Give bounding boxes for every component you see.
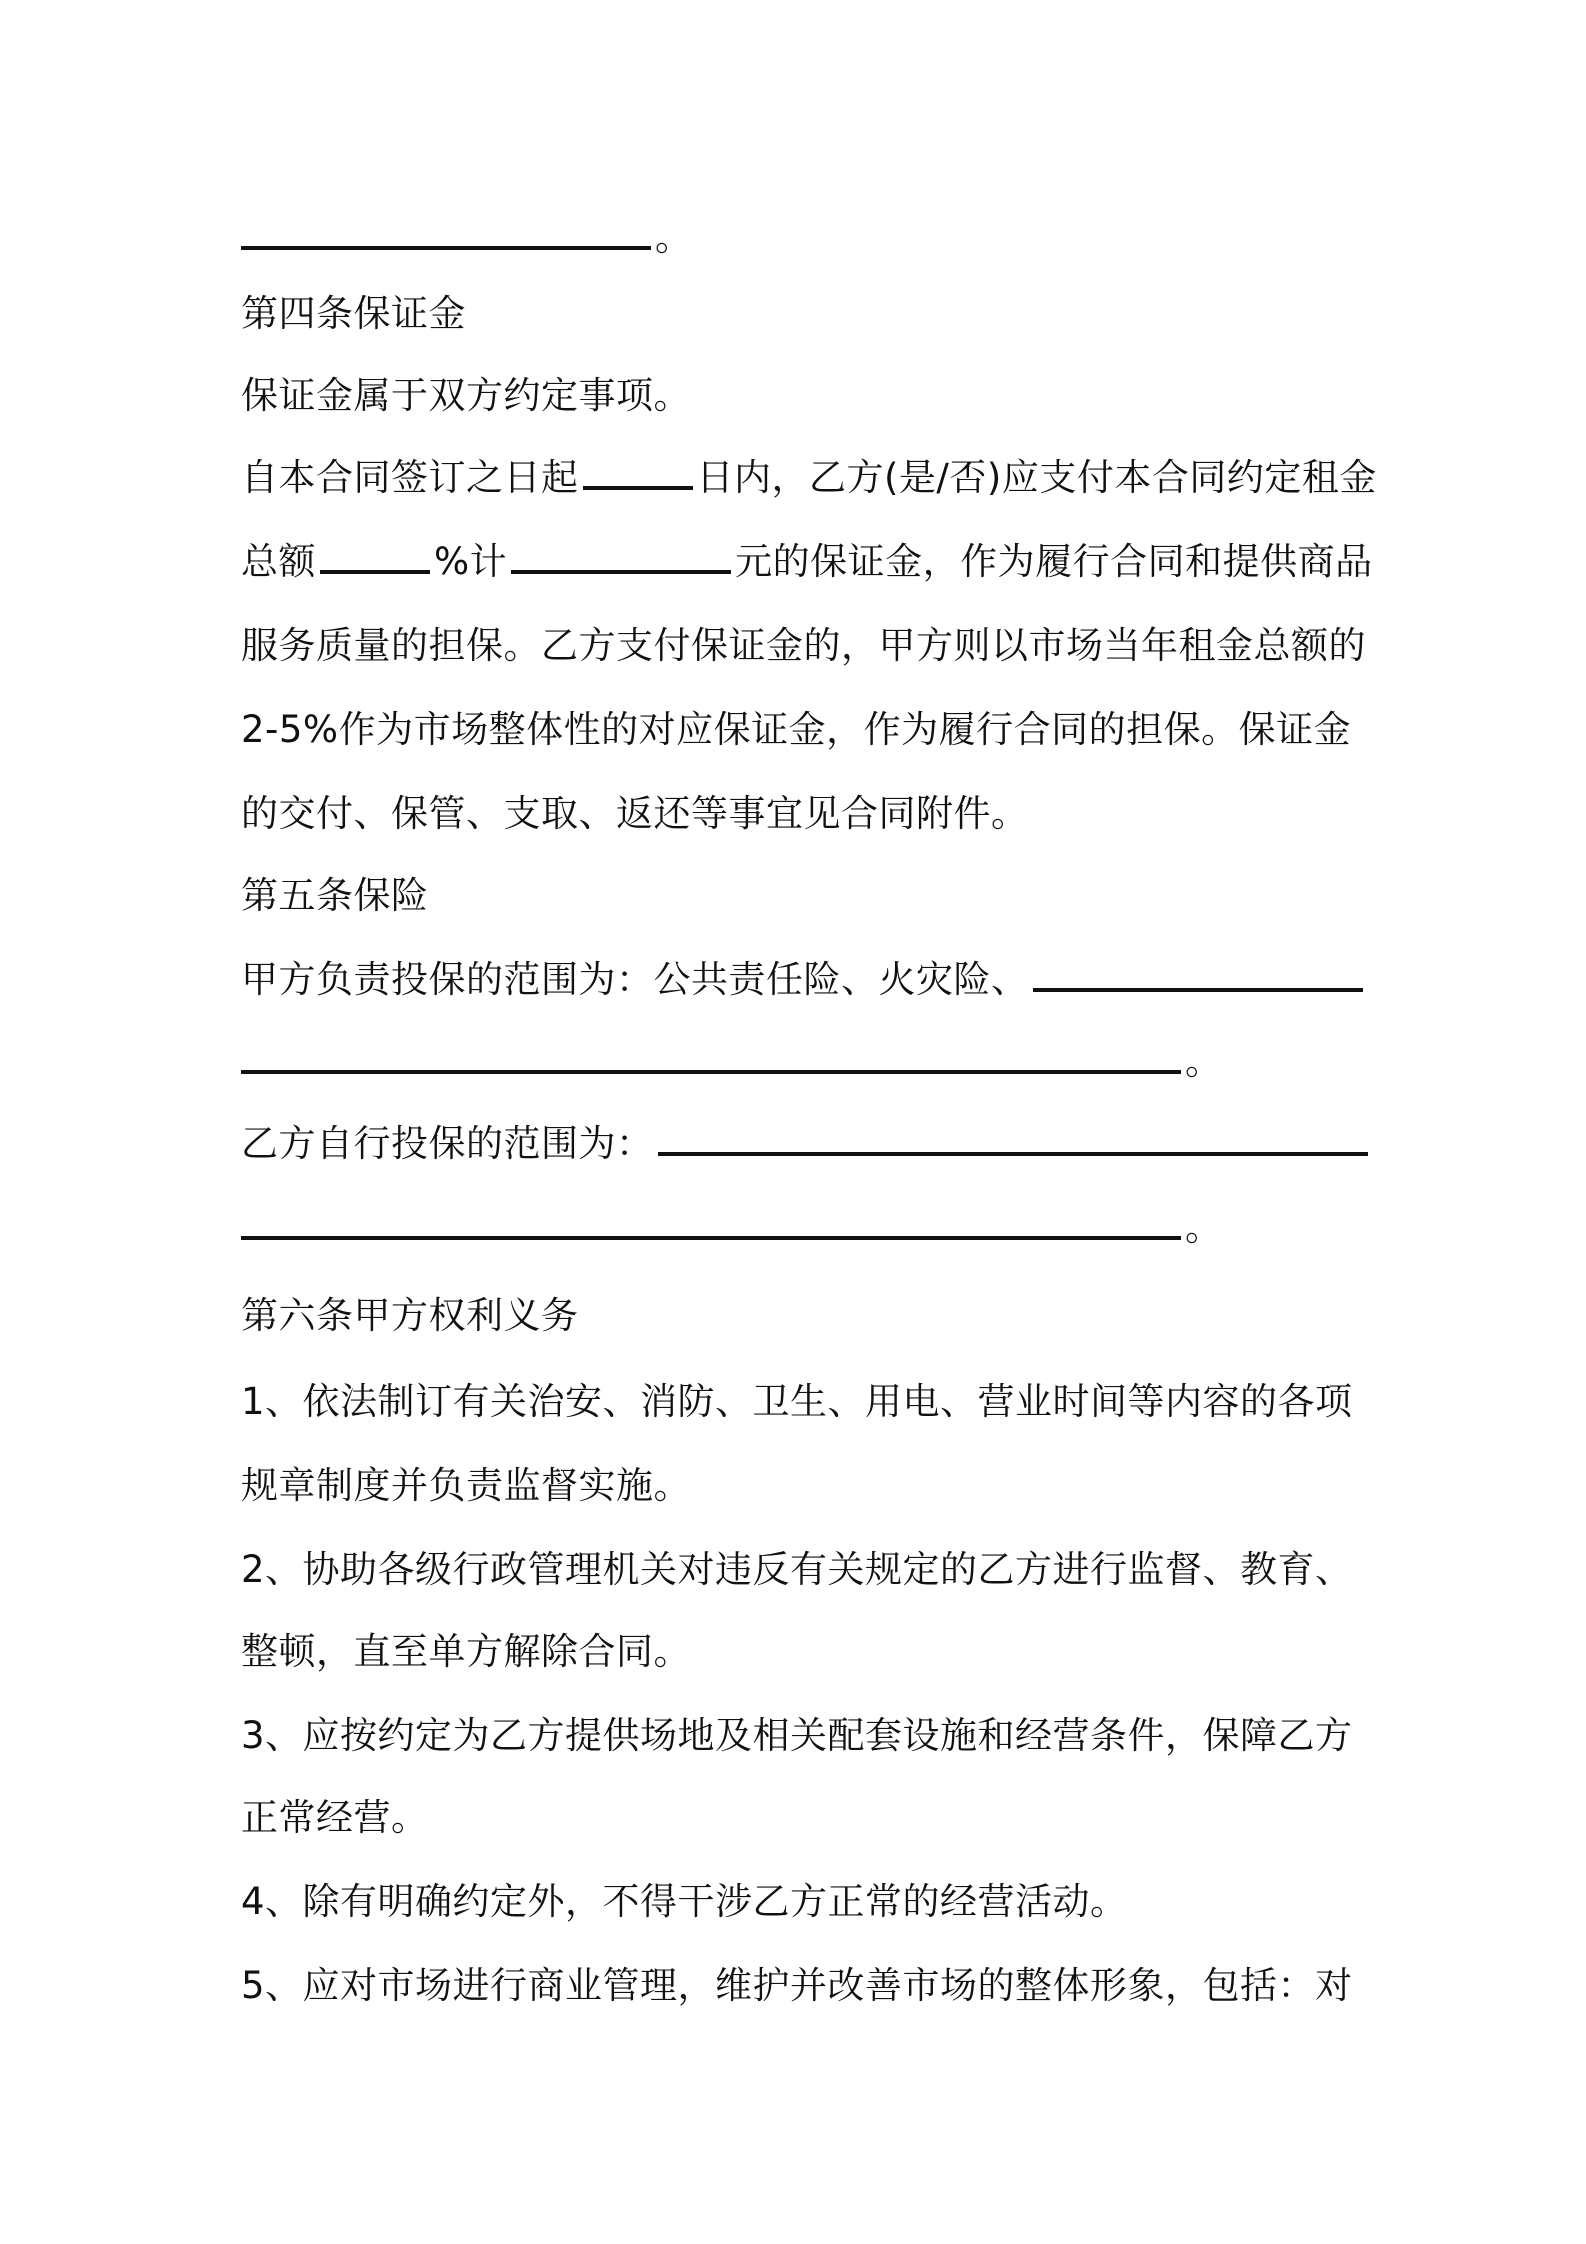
fill-blank [1033,954,1363,992]
line-10 [241,954,1361,1006]
line-text: 保证金属于双方约定事项。 [241,374,691,417]
line-text: 总额 [241,540,316,583]
line-19 [241,1710,1361,1762]
line-text: 元的保证金，作为履行合同和提供商品 [735,540,1373,583]
article-4-heading [241,288,1361,340]
line-text: 的交付、保管、支取、返还等事宜见合同附件。 [241,792,1029,835]
fill-blank [241,1202,1181,1240]
line-12 [241,1118,1361,1170]
line-text: 4、除有明确约定外，不得干涉乙方正常的经营活动。 [241,1880,1128,1923]
line-text: 自本合同签订之日起 [241,456,579,499]
fill-blank [511,536,731,574]
line-5 [241,536,1373,588]
line-text: 服务质量的担保。乙方支付保证金的，甲方则以市场当年租金总额的 [241,624,1366,667]
line-text: 2-5%作为市场整体性的对应保证金，作为履行合同的担保。保证金 [241,708,1352,751]
line-text: 规章制度并负责监督实施。 [241,1464,691,1507]
line-text: 整顿，直至单方解除合同。 [241,1630,691,1673]
line-text: 乙方自行投保的范围为： [241,1122,654,1165]
fill-blank [241,212,651,250]
article-5-heading [241,870,1361,922]
line-text: 日内，乙方(是/否)应支付本合同约定租金 [696,456,1377,499]
line-3 [241,370,1361,422]
fill-blank [658,1118,1368,1156]
line-text: 第四条保证金 [241,292,466,335]
line-1 [241,212,1361,264]
fill-blank [583,452,693,490]
line-text: 正常经营。 [241,1796,429,1839]
line-text: 第六条甲方权利义务 [241,1294,579,1337]
line-text: 。 [655,216,693,259]
line-18 [241,1626,1361,1678]
line-13 [241,1202,1361,1254]
line-text: 2、协助各级行政管理机关对违反有关规定的乙方进行监督、教育、 [241,1548,1353,1591]
line-21 [241,1876,1361,1928]
line-11 [241,1036,1361,1088]
fill-blank [320,536,430,574]
line-17 [241,1544,1361,1596]
line-text: 第五条保险 [241,874,429,917]
line-text: 。 [1185,1040,1223,1083]
line-7 [241,704,1361,756]
line-20 [241,1792,1361,1844]
line-text: 甲方负责投保的范围为：公共责任险、火灾险、 [241,958,1029,1001]
line-text: 。 [1185,1206,1223,1249]
article-6-heading [241,1290,1361,1342]
line-15 [241,1376,1361,1428]
fill-blank [241,1036,1181,1074]
line-4 [241,452,1377,504]
line-8 [241,788,1361,840]
line-text: 5、应对市场进行商业管理，维护并改善市场的整体形象，包括：对 [241,1964,1353,2007]
line-text: %计 [434,540,508,583]
line-text: 3、应按约定为乙方提供场地及相关配套设施和经营条件，保障乙方 [241,1714,1353,1757]
line-16 [241,1460,1361,1512]
line-22 [241,1960,1361,2012]
line-6 [241,620,1366,672]
line-text: 1、依法制订有关治安、消防、卫生、用电、营业时间等内容的各项 [241,1380,1353,1423]
